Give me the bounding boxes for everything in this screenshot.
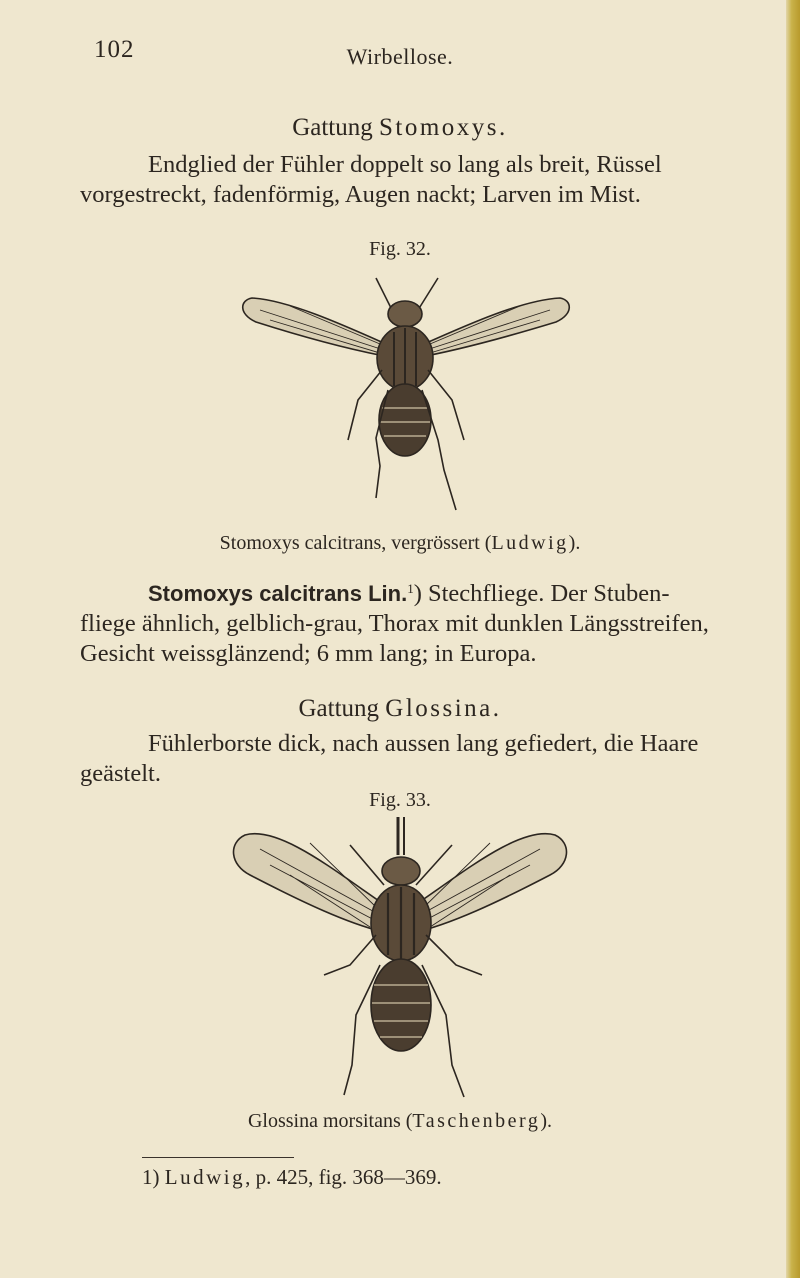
footnote-marker: 1 bbox=[407, 581, 414, 596]
figure-label-33: Fig. 33. bbox=[369, 789, 431, 811]
genus-label: Gattung bbox=[298, 695, 380, 722]
caption-end: ). bbox=[540, 1110, 553, 1132]
genus-label: Gattung bbox=[292, 114, 373, 141]
genus-description-stomoxys bbox=[80, 150, 740, 210]
genus-heading-glossina bbox=[0, 695, 800, 723]
fly-illustration-glossina bbox=[220, 815, 580, 1105]
genus-heading-stomoxys bbox=[0, 114, 800, 142]
genus-name: Stomoxys. bbox=[379, 114, 508, 141]
footnote-text: , p. 425, fig. 368—369. bbox=[245, 1165, 442, 1189]
caption-text: Stomoxys calcitrans, vergrössert ( bbox=[219, 532, 492, 554]
caption-author: Ludwig bbox=[491, 532, 569, 554]
description-line: vorgestreckt, fadenförmig, Augen nackt; Larven im Mist. bbox=[80, 181, 641, 208]
species-line bbox=[80, 574, 740, 609]
description-line: Endglied der Fühler doppelt so lang als breit, Rüssel bbox=[148, 151, 662, 178]
figure-label-32: Fig. 32. bbox=[369, 238, 431, 260]
genus-description-glossina bbox=[80, 729, 740, 789]
footnote-author: Ludwig bbox=[164, 1165, 246, 1189]
caption-text: Glossina morsitans ( bbox=[247, 1110, 413, 1132]
figure-caption-33 bbox=[0, 1110, 800, 1133]
page-edge-binding bbox=[786, 0, 800, 1278]
page-number: 102 bbox=[94, 36, 135, 63]
caption-end: ). bbox=[568, 532, 581, 554]
figure-caption-32 bbox=[0, 532, 800, 555]
species-line-text: ) Stechfliege. Der Stuben- bbox=[413, 580, 670, 607]
species-line: Gesicht weissglänzend; 6 mm lang; in Europa. bbox=[80, 640, 537, 667]
species-description-stomoxys bbox=[80, 574, 740, 669]
running-head: Wirbellose. bbox=[346, 44, 454, 69]
species-name: Stomoxys calcitrans Lin. bbox=[148, 581, 408, 606]
description-line: geästelt. bbox=[80, 760, 161, 787]
description-line: Fühlerborste dick, nach aussen lang gefiedert, die Haare bbox=[148, 730, 699, 757]
fly-illustration-stomoxys bbox=[230, 270, 580, 515]
caption-author: Taschenberg bbox=[412, 1110, 541, 1132]
species-line: fliege ähnlich, gelblich-grau, Thorax mit dunklen Längsstreifen, bbox=[80, 610, 709, 637]
footnote-marker: 1) bbox=[142, 1165, 160, 1189]
footnote bbox=[142, 1165, 442, 1190]
genus-name: Glossina. bbox=[385, 695, 502, 722]
footnote-rule bbox=[142, 1157, 294, 1158]
